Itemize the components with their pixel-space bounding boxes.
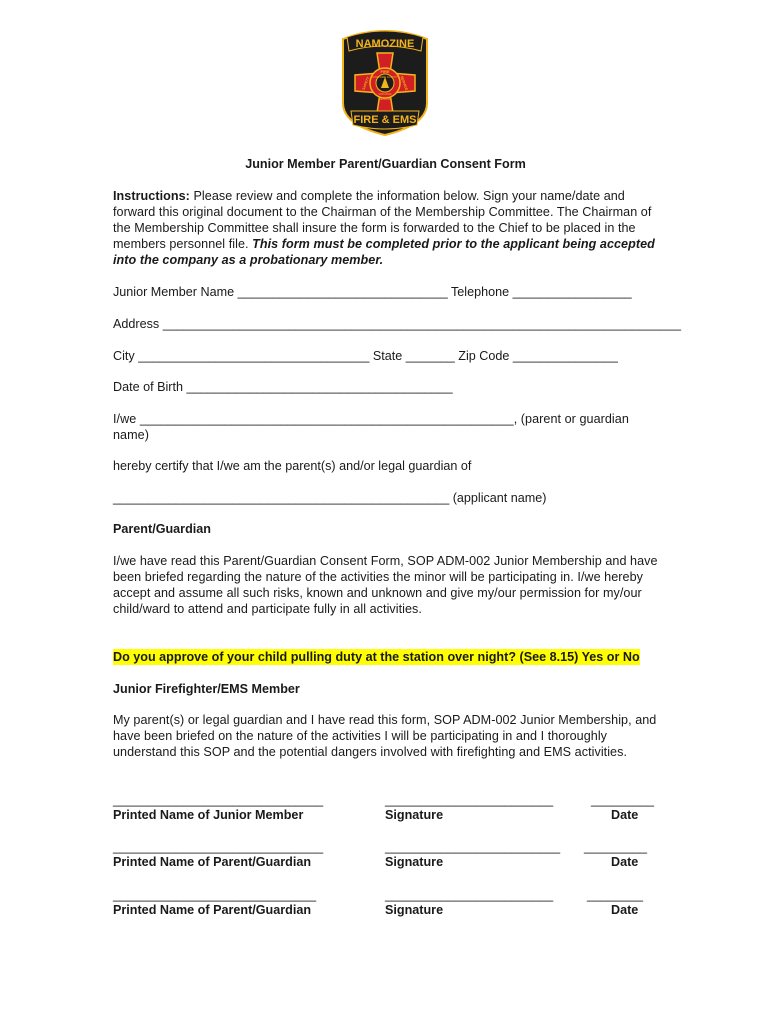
instructions-text: Please review and complete the information below. Sign your name/date and forward this original document to the Chairman of the Membership Committee. The Chairman of the Membership Committee shall insure the form is forwarded to the Chief to be placed in the members personnel file. (113, 189, 652, 251)
parent1-date-label: Date (611, 855, 639, 869)
date-of-birth-field[interactable]: Date of Birth ______________________________________ (113, 380, 453, 394)
junior-member-heading: Junior Firefighter/EMS Member (113, 682, 300, 696)
parent1-signature-line[interactable]: _________________________ (385, 840, 561, 854)
address-field[interactable]: Address __________________________________________________________________________ (113, 317, 681, 331)
logo-center-rescue: RESCUE (378, 97, 392, 101)
form-title: Junior Member Parent/Guardian Consent Form (245, 157, 526, 171)
parent2-signature-line[interactable]: ________________________ (385, 888, 554, 902)
city-state-zip-field[interactable]: City _________________________________ State _______ Zip Code _______________ (113, 349, 618, 363)
logo-arc-left: SAFETY (361, 76, 371, 91)
parent1-name-line[interactable]: ______________________________ (113, 840, 324, 854)
logo-center-state: VIRGINIA (378, 92, 392, 96)
parent2-name-label: Printed Name of Parent/Guardian (113, 903, 312, 917)
logo-bottom-text: FIRE & EMS (353, 114, 417, 126)
junior-member-name-line[interactable]: ______________________________ (113, 793, 324, 807)
parent1-name-label: Printed Name of Parent/Guardian (113, 855, 312, 869)
member-name-telephone-field[interactable]: Junior Member Name ______________________________ Telephone _________________ (113, 285, 632, 299)
logo-top-text: NAMOZINE (355, 38, 415, 50)
parent2-name-line[interactable]: _____________________________ (113, 888, 317, 902)
junior-member-name-label: Printed Name of Junior Member (113, 808, 304, 822)
parent-guardian-statement: I/we have read this Parent/Guardian Consent Form, SOP ADM-002 Junior Membership and have been briefed regarding the nature of the activities the minor will be participating in. I/we hereby accept and assume all such risks, known and unknown and give my/our permission for my/our child/ward to attend and participate fully in all activities. (113, 554, 658, 616)
instructions-paragraph (113, 188, 658, 268)
overnight-duty-question (113, 649, 640, 665)
junior-member-signature-label: Signature (385, 808, 444, 822)
namozine-fire-ems-logo (337, 25, 433, 137)
logo-center-county: DINWIDDIE COUNTY (372, 76, 398, 79)
parent2-date-line[interactable]: ________ (587, 888, 644, 902)
logo-arc-right: SERVICE (399, 75, 409, 92)
junior-member-signature-line[interactable]: ________________________ (385, 793, 554, 807)
parent2-date-label: Date (611, 903, 639, 917)
junior-member-date-line[interactable]: _________ (591, 793, 655, 807)
parent-guardian-heading: Parent/Guardian (113, 522, 211, 536)
logo-center-fire: FIRE (380, 69, 390, 74)
junior-member-statement: My parent(s) or legal guardian and I have read this form, SOP ADM-002 Junior Membership, and have been briefed on the nature of the activities I will be participating in and I thoroughly understand this SOP and the potential dangers involved with firefighting and EMS activities. (113, 713, 657, 759)
parent2-signature-label: Signature (385, 903, 444, 917)
parent1-signature-label: Signature (385, 855, 444, 869)
instructions-emphasis: This form must be completed prior to the applicant being accepted into the company as a probationary member. (113, 237, 655, 267)
overnight-duty-question-text: Do you approve of your child pulling duty at the station over night? (See 8.15) Yes or No (113, 650, 640, 664)
applicant-name-field[interactable]: ________________________________________________ (applicant name) (113, 491, 547, 505)
junior-member-date-label: Date (611, 808, 639, 822)
instructions-label: Instructions: (113, 189, 190, 203)
parent-guardian-name-field[interactable]: I/we _____________________________________________________, (parent or guardian name) (113, 412, 629, 442)
parent1-date-line[interactable]: _________ (584, 840, 648, 854)
certify-statement: hereby certify that I/we am the parent(s) and/or legal guardian of (113, 459, 472, 473)
